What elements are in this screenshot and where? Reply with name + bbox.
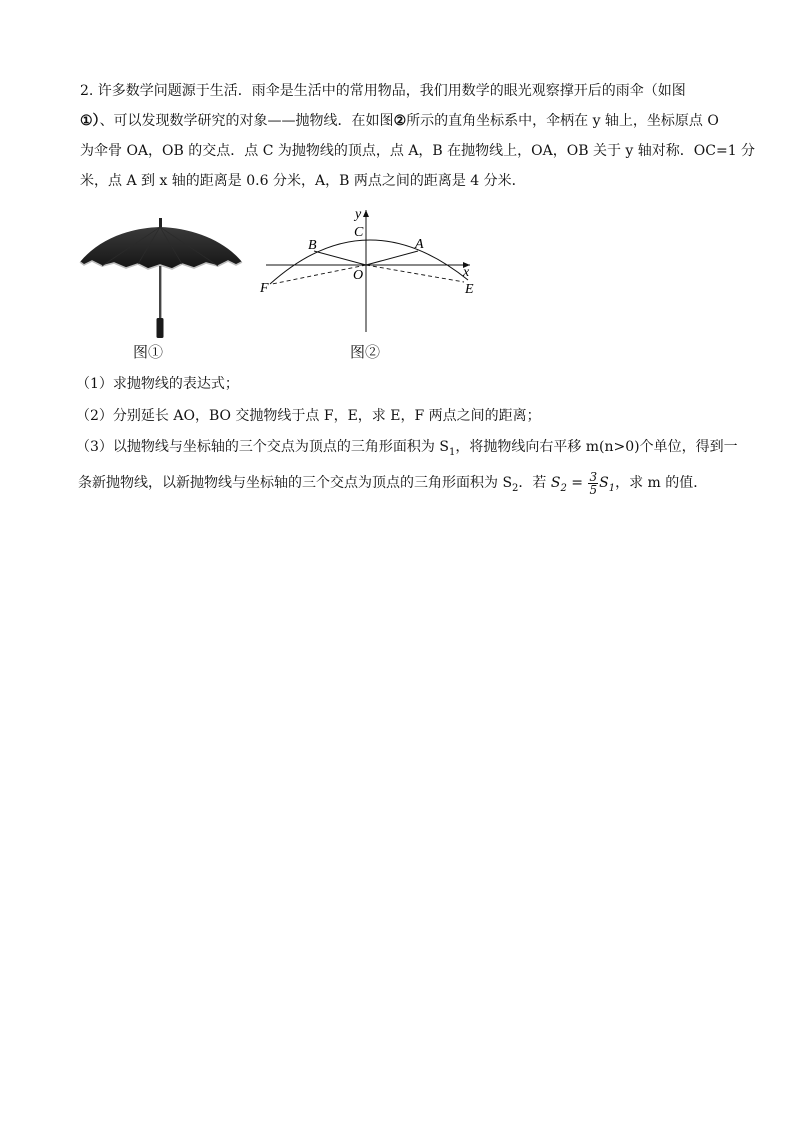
label-e: E (465, 282, 474, 297)
label-f: F (260, 281, 269, 296)
question-1: （1）求抛物线的表达式； (76, 376, 239, 392)
question-3-line-2: 条新抛物线，以新抛物线与坐标轴的三个交点为顶点的三角形面积为 $S_2$．若 $S_2$ = $\frac{3}{5}$ $S_1$，求 m 的值． (78, 469, 708, 497)
formula-s2: $S_2$ (550, 475, 567, 494)
label-o: O (353, 268, 364, 283)
label-a: A (415, 237, 424, 252)
label-c: C (354, 225, 364, 240)
label-y: y (355, 207, 362, 222)
figure-2-caption: 图② (350, 343, 381, 361)
formula-s1: $S_1$ (599, 475, 616, 494)
question-2: （2）分别延长 AO，BO 交抛物线于点 F，E，求 E，F 两点之间的距离； (76, 408, 541, 424)
parabola-diagram (258, 204, 480, 336)
problem-line-1: 2. 许多数学问题源于生活．雨伞是生活中的常用物品，我们用数学的眼光观察撑开后的雨伞（如图 (80, 83, 686, 99)
problem-statement (80, 76, 756, 196)
problem-line-2: ①）、可以发现数学研究的对象——抛物线．在如图②所示的直角坐标系中，伞柄在 y 轴上，坐标原点 O (80, 113, 719, 129)
figure-ref-2: ② (393, 113, 407, 129)
figure-ref-1: ①） (80, 113, 100, 129)
fraction-three-fifths: $\frac{3}{5}$ (589, 469, 598, 497)
label-x: x (463, 265, 470, 280)
figure-1-caption: 图① (133, 343, 164, 361)
problem-line-4: 米，点 A 到 x 轴的距离是 0.6 分米，A，B 两点之间的距离是 4 分米． (80, 173, 526, 189)
label-b: B (308, 238, 317, 253)
problem-line-3: 为伞骨 OA，OB 的交点．点 C 为抛物线的顶点，点 A，B 在抛物线上，OA，OB 关于 y 轴对称．OC=1 分 (80, 143, 756, 159)
umbrella-figure (78, 218, 246, 340)
question-3-line-1: （3）以抛物线与坐标轴的三个交点为顶点的三角形面积为 $S_1$，将抛物线向右平移 m(n>0)个单位，得到一 (76, 439, 738, 458)
